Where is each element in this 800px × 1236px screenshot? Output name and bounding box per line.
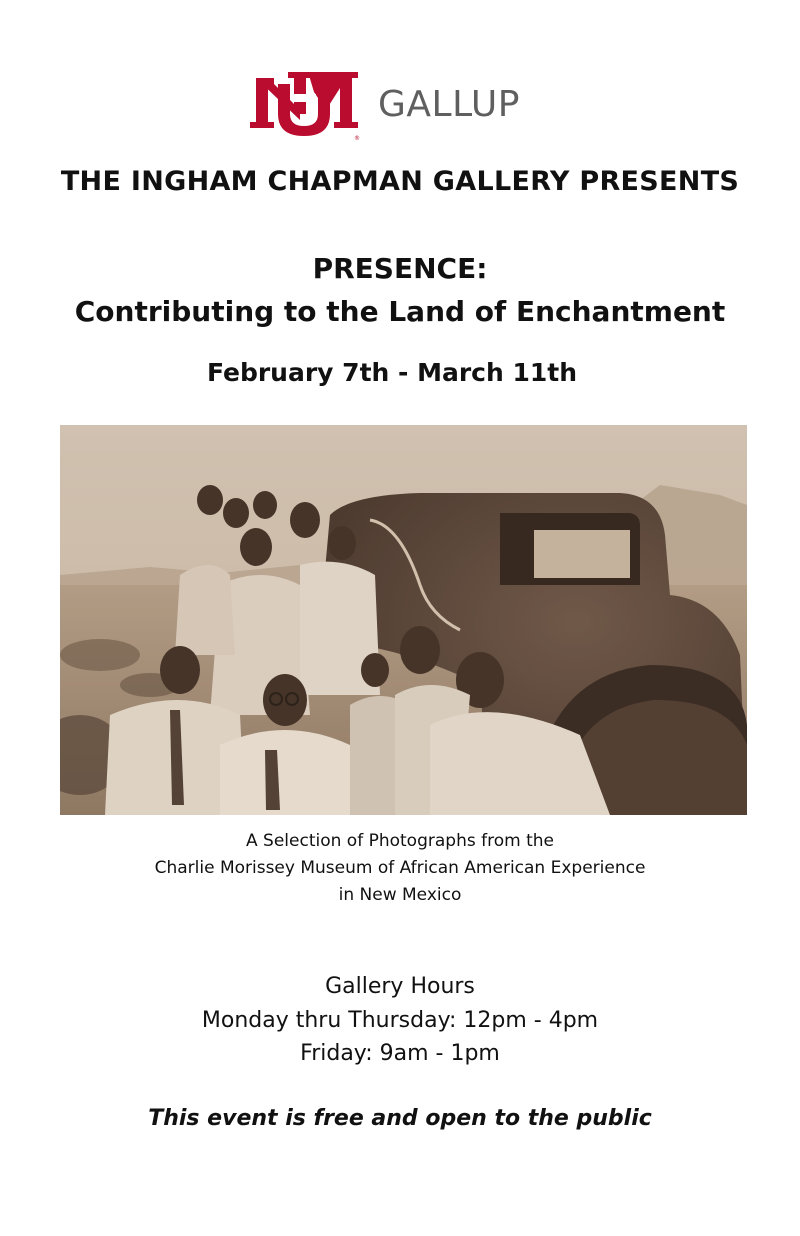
exhibit-title: PRESENCE: <box>312 252 488 285</box>
exhibit-subtitle: Contributing to the Land of Enchantment <box>74 295 726 328</box>
unm-logo-mark <box>248 70 360 142</box>
gallery-hours-heading: Gallery Hours <box>325 974 475 999</box>
gallup-wordmark: GALLUP <box>378 84 520 125</box>
gallery-hours-friday: Friday: 9am - 1pm <box>300 1041 500 1066</box>
presenter-line: THE INGHAM CHAPMAN GALLERY PRESENTS <box>60 166 740 197</box>
photo-illustration <box>60 425 747 815</box>
gallery-hours-weekday: Monday thru Thursday: 12pm - 4pm <box>201 1008 599 1033</box>
photo-caption-line-2: Charlie Morissey Museum of African American Experience <box>154 858 646 878</box>
exhibit-dates: February 7th - March 11th <box>206 358 578 387</box>
svg-text:®: ® <box>354 135 360 142</box>
photo-caption-line-1: A Selection of Photographs from the <box>246 831 554 851</box>
photo-caption-line-3: in New Mexico <box>338 885 462 905</box>
unm-gallup-logo <box>248 70 548 146</box>
free-admission-note: This event is free and open to the public <box>148 1106 652 1131</box>
historic-family-photo <box>60 425 747 815</box>
